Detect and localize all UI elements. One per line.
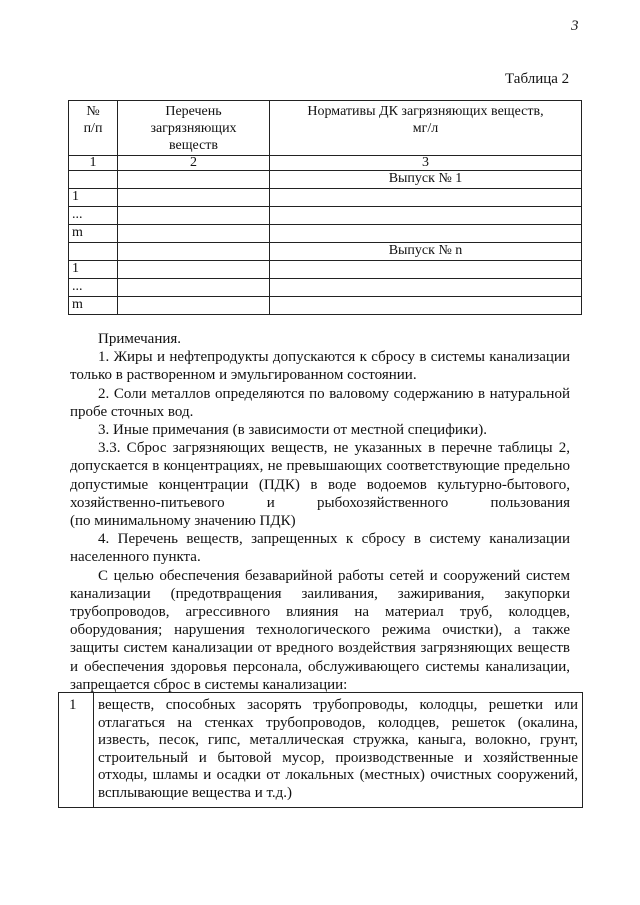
row-index: ... (69, 279, 118, 297)
section-title: Выпуск № n (270, 243, 582, 261)
table-row (69, 189, 582, 207)
header-number: № п/п (69, 101, 118, 156)
table-label: Таблица 2 (505, 71, 570, 87)
table-row (69, 225, 582, 243)
table-row (69, 207, 582, 225)
row-index: 1 (69, 261, 118, 279)
row-index: 1 (59, 693, 94, 808)
table-row (69, 279, 582, 297)
note-item: 2. Соли металлов определяются по валовому содержанию в натуральной пробе сточных вод. (70, 385, 570, 420)
row-index: 1 (69, 189, 118, 207)
section-row (69, 171, 582, 189)
notes-section (70, 330, 570, 694)
column-number: 2 (118, 156, 270, 171)
pollutant-norms-table (68, 100, 582, 315)
table-row (59, 693, 583, 808)
header-pollutant-list: Перечень загрязняющих веществ (118, 101, 270, 156)
prohibited-description: веществ, способных засорять трубопроводы, колодцы, решетки или отлагаться на стенках трубопроводов, колодцев, решеток (окалина, известь, песок, гипс, металлическая стружка, каныга, волокно, грунт, строительный и бытовой мусор, производственные и хозяйственные отходы, шламы и осадки от локальных (местных) очистных сооружений, всплывающие вещества и т.д.) (94, 693, 583, 808)
column-numbering-row (69, 156, 582, 171)
note-item: (по минимальному значению ПДК) (70, 513, 296, 530)
table-row (69, 261, 582, 279)
header-norms: Нормативы ДК загрязняющих веществ, мг/л (270, 101, 582, 156)
note-item: 3. Иные примечания (в зависимости от местной специфики). (98, 422, 487, 439)
table-header-row (69, 101, 582, 156)
prohibited-substances-table (58, 692, 583, 808)
column-number: 1 (69, 156, 118, 171)
notes-title: Примечания. (98, 331, 182, 347)
note-paragraph: С целью обеспечения безаварийной работы сетей и сооружений систем канализации (предотвращения заиливания, зажиривания, закупорки трубопроводов, агрессивного влияния на материал труб, колодцев, оборудования; нарушения технологического режима очистки), а также защиты систем канализации от вредного воздействия загрязняющих веществ и обеспечения здоровья персонала, обслуживающего системы канализации, запрещается сброс в системы канализации: (70, 567, 570, 693)
page-number: 3 (571, 18, 579, 34)
column-number: 3 (270, 156, 582, 171)
note-item: 1. Жиры и нефтепродукты допускаются к сбросу в системы канализации только в растворенном и эмульгированном состоянии. (70, 349, 570, 384)
row-index: m (69, 297, 118, 315)
section-row (69, 243, 582, 261)
table-row (69, 297, 582, 315)
section-title: Выпуск № 1 (270, 171, 582, 189)
note-item: 4. Перечень веществ, запрещенных к сбросу в систему канализации населенного пункта. (70, 531, 570, 566)
row-index: ... (69, 207, 118, 225)
row-index: m (69, 225, 118, 243)
note-item: 3.3. Сброс загрязняющих веществ, не указанных в перечне таблицы 2, допускается в концентрациях, не превышающих соответствующие предельно допустимые концентрации (ПДК) в воде водоемов культурно-бытового, хозяйственно-питьевого и рыбохозяйственного пользования (70, 440, 570, 511)
